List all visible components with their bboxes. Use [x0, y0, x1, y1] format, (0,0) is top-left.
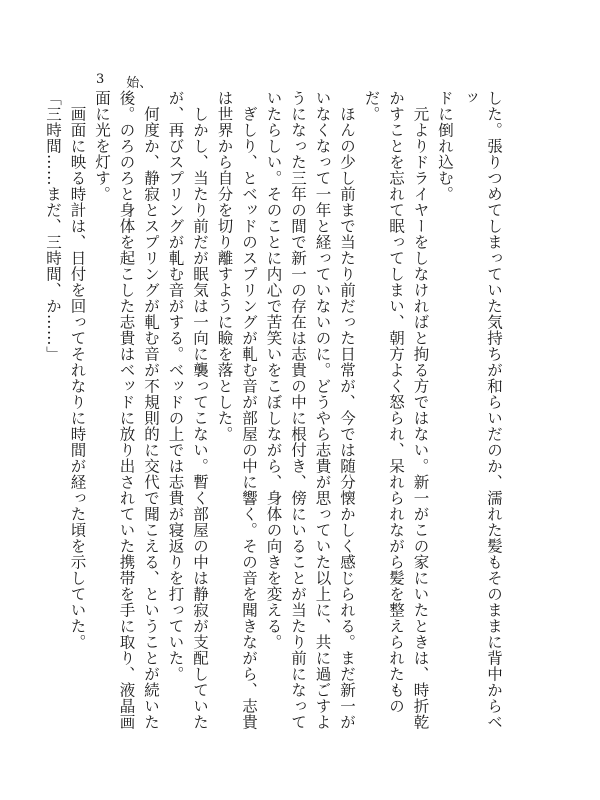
page-number: 3 — [96, 72, 105, 87]
text-line-9: ぎしり、とベッドのスプリングが軋む音が部屋の中に響く。その音を聞きながら、志貴 — [240, 90, 258, 730]
chapter-title: 始、 — [126, 76, 153, 91]
text-line-12: が、再びスプリングが軋む音がする。ベッドの上では志貴が寝返りを打っていた。 — [166, 90, 185, 682]
text-line-4: かすことを忘れて眠ってしまい、朝方よく怒られ、呆れられながら髪を整えられたものだ。 — [362, 90, 405, 714]
body-text — [41, 90, 507, 730]
text-line-11: しかし、当たり前だが眠気は一向に襲ってこない。暫く部屋の中は静寂が支配していた — [191, 90, 209, 730]
text-line-3: 元よりドライヤーをしなければと拘る方ではない。新一がこの家にいたときは、時折乾 — [411, 90, 430, 730]
text-line-17: 「三時間……まだ、三時間、か……」 — [44, 90, 62, 362]
text-line-8: いたらしい。そのことに内心で苦笑いをこぼしながら、身体の向きを変える。 — [264, 90, 283, 650]
page-header — [96, 72, 152, 91]
text-line-7: うになった三年の間で新一の存在は志貴の中に根付き、傍にいることが当たり前になって — [289, 90, 307, 730]
text-line-15: 面に光を灯す。 — [93, 90, 111, 202]
text-line-13: 何度か、静寂とスプリングが軋む音が不規則的に交代で聞こえる、ということが続いた — [142, 90, 160, 730]
text-line-14: 後。のろのろと身体を起こした志貴はベッドに放り出されていた携帯を手に取り、液晶画 — [117, 90, 136, 730]
text-line-6: いなくなって一年と経っていないのに。どうやら志貴が思っていた以上に、共に過ごすよ — [313, 90, 332, 730]
text-line-10: は世界から自分を切り離すように瞼を落とした。 — [215, 90, 234, 442]
text-line-16: 画面に映る時計は、日付を回ってそれなりに時間が経った頃を示していた。 — [68, 90, 87, 650]
text-line-5: ほんの少し前まで当たり前だった日常が、今では随分懐かしく感じられる。まだ新一が — [338, 90, 356, 730]
text-line-2: ドに倒れ込む。 — [436, 90, 454, 202]
text-line-1: した。張りつめてしまっていた気持ちが和らいだのか、濡れた髪もそのままに背中からベッ — [460, 90, 503, 730]
